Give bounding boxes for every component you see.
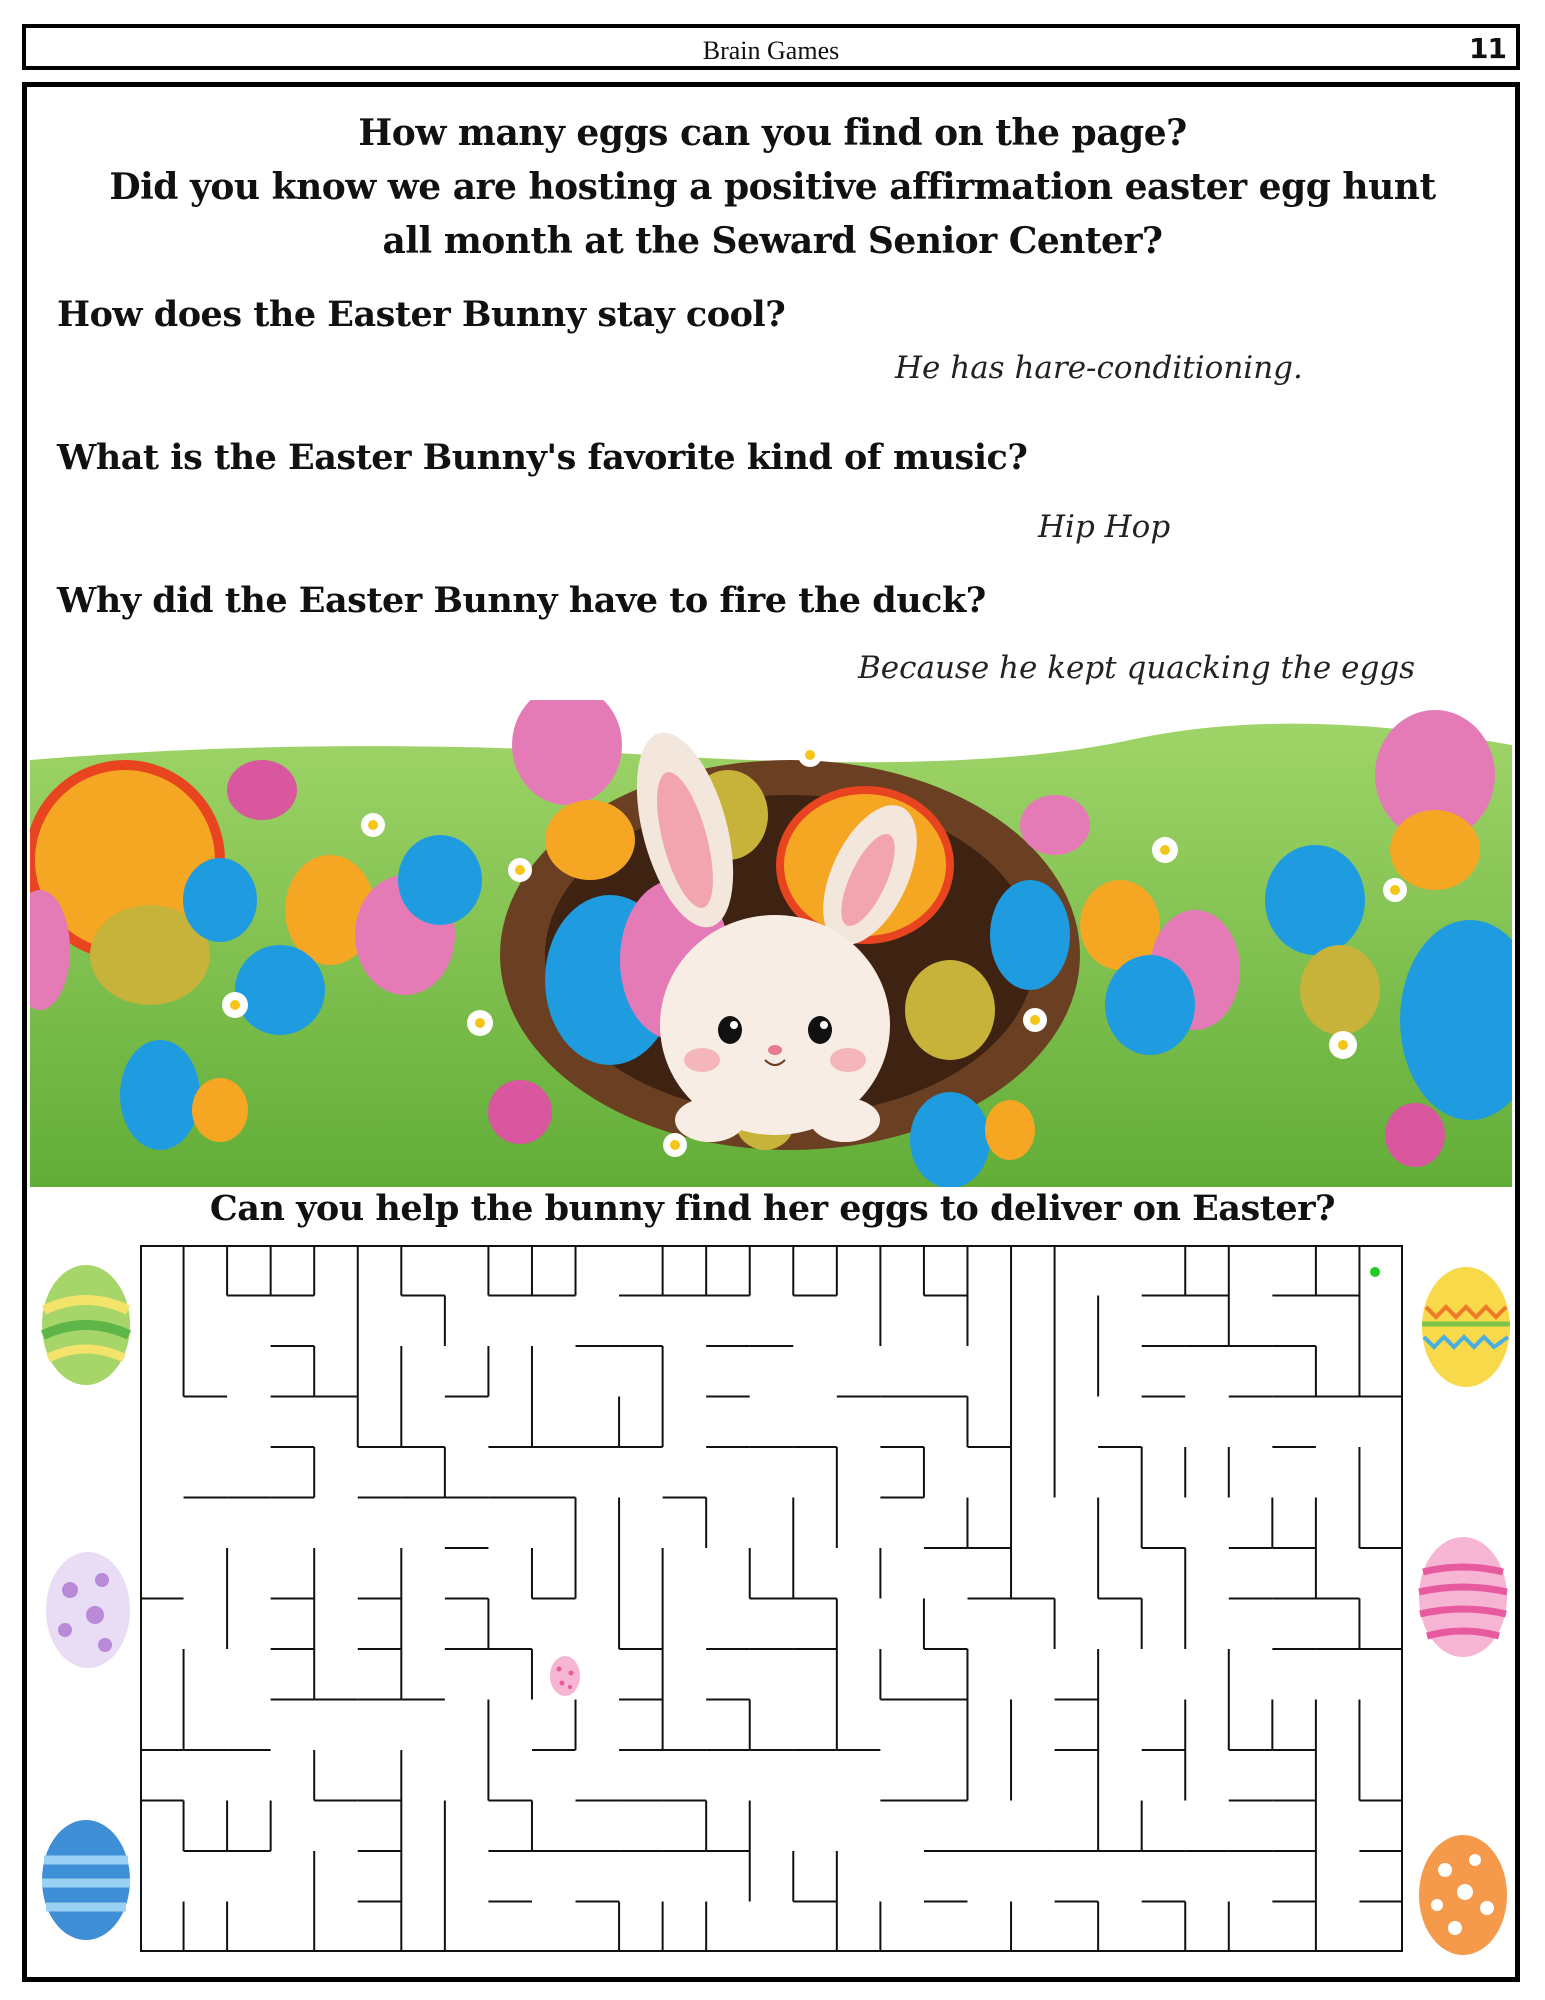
intro-line-2: Did you know we are hosting a positive affirmation easter egg hunt bbox=[109, 166, 1436, 208]
maze bbox=[140, 1245, 1403, 1952]
joke-3-question: Why did the Easter Bunny have to fire the duck? bbox=[57, 580, 986, 621]
egg-icon bbox=[545, 800, 635, 880]
egg-icon bbox=[488, 1080, 552, 1144]
page-header-title: Brain Games bbox=[702, 36, 840, 65]
egg-icon bbox=[398, 835, 482, 925]
egg-icon bbox=[910, 1092, 990, 1187]
egg-icon bbox=[1105, 955, 1195, 1055]
egg-icon bbox=[1390, 810, 1480, 890]
small-pink-egg-icon bbox=[550, 1656, 580, 1696]
easter-bunny-illustration bbox=[30, 700, 1512, 1187]
intro-line-1: How many eggs can you find on the page? bbox=[358, 112, 1187, 154]
egg-icon bbox=[227, 760, 297, 820]
maze-goal-dot bbox=[1370, 1267, 1380, 1277]
egg-icon bbox=[192, 1078, 248, 1142]
yellow-zigzag-egg-icon bbox=[1418, 1262, 1514, 1392]
maze-walls bbox=[140, 1245, 1403, 1952]
egg-icon bbox=[1020, 795, 1090, 855]
egg-icon bbox=[1385, 1103, 1445, 1167]
intro-text bbox=[60, 106, 1485, 268]
pink-striped-egg-icon bbox=[1415, 1532, 1511, 1662]
joke-1-answer: He has hare-conditioning. bbox=[895, 350, 1303, 386]
green-egg-icon bbox=[38, 1260, 134, 1390]
page-header bbox=[22, 24, 1520, 70]
orange-dotted-egg-icon bbox=[1415, 1830, 1511, 1960]
egg-icon bbox=[183, 858, 257, 942]
joke-2-question: What is the Easter Bunny's favorite kind of music? bbox=[57, 437, 1028, 478]
page-number: 11 bbox=[1469, 32, 1506, 65]
egg-icon bbox=[985, 1100, 1035, 1160]
purple-flower-egg-icon bbox=[40, 1545, 136, 1675]
egg-icon bbox=[990, 880, 1070, 990]
maze-title: Can you help the bunny find her eggs to deliver on Easter? bbox=[209, 1188, 1336, 1229]
joke-3-answer: Because he kept quacking the eggs bbox=[858, 650, 1416, 686]
joke-2-answer: Hip Hop bbox=[1038, 509, 1171, 545]
intro-line-3: all month at the Seward Senior Center? bbox=[382, 220, 1163, 262]
egg-icon bbox=[1265, 845, 1365, 955]
joke-1-question: How does the Easter Bunny stay cool? bbox=[57, 294, 786, 335]
egg-icon bbox=[120, 1040, 200, 1150]
egg-icon bbox=[1300, 945, 1380, 1035]
egg-icon bbox=[235, 945, 325, 1035]
egg-icon bbox=[905, 960, 995, 1060]
blue-striped-egg-icon bbox=[38, 1815, 134, 1945]
